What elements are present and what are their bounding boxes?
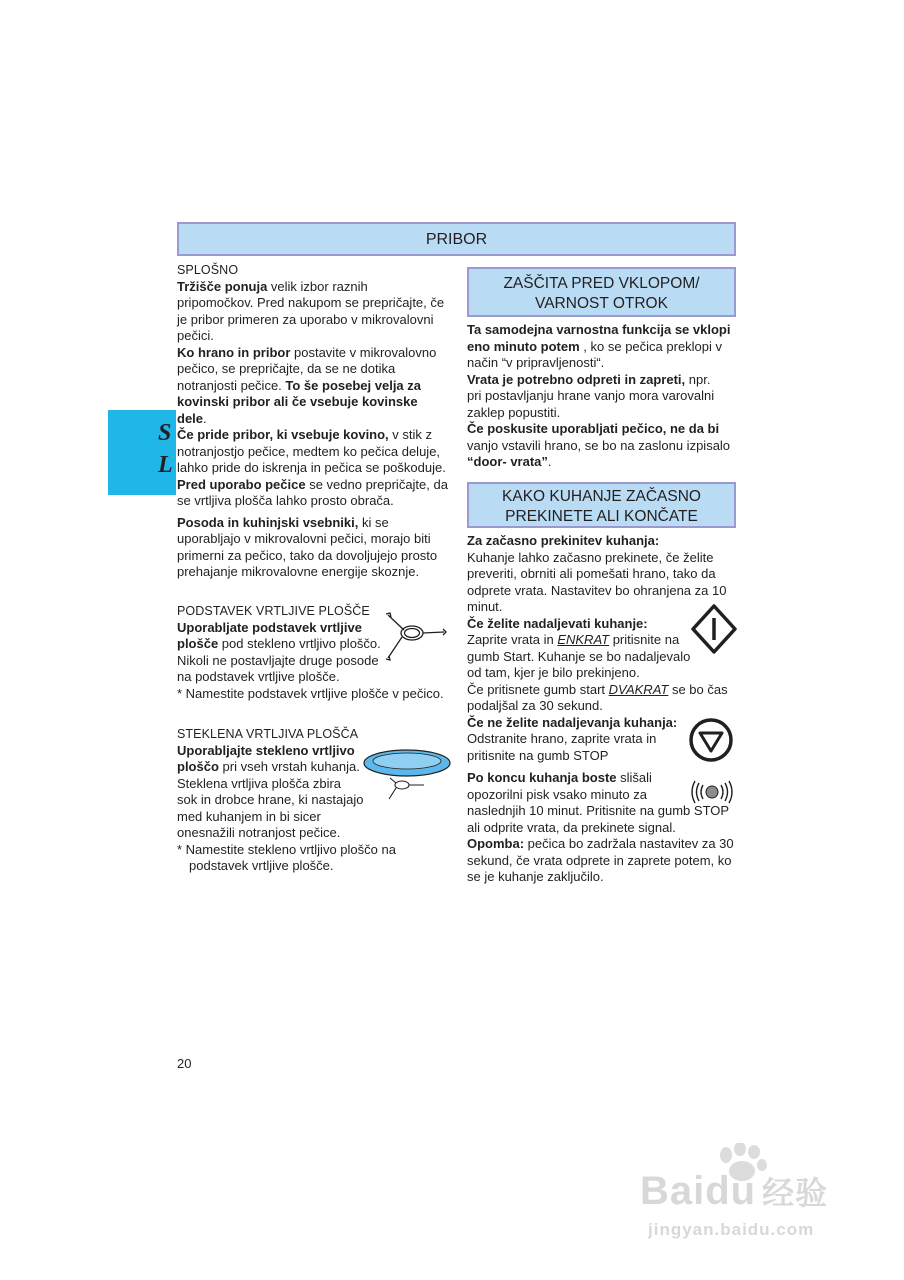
section-heading-steklena: STEKLENA VRTLJIVA PLOŠČA (177, 727, 359, 741)
section-heading-podstavek: PODSTAVEK VRTLJIVE PLOŠČE (177, 604, 370, 618)
tab-letter-l: L (158, 452, 173, 478)
page-title: PRIBOR (425, 231, 488, 248)
interrupt-cooking-banner: KAKO KUHANJE ZAČASNO PREKINETE ALI KONČATE (467, 482, 736, 528)
start-button-icon (690, 603, 738, 655)
glass-tray-icon (362, 745, 452, 807)
roller-rest-icon (382, 610, 448, 670)
page-number: 20 (177, 1056, 192, 1071)
child-lock-banner: ZAŠČITA PRED VKLOPOM/ VARNOST OTROK (467, 267, 736, 317)
tab-letter-s: S (158, 420, 172, 446)
watermark-url: jingyan.baidu.com (648, 1220, 815, 1239)
watermark-brand: Baidu 经验 (640, 1169, 829, 1213)
stop-button-icon (688, 717, 734, 763)
language-tab (108, 410, 176, 495)
right-column-child-lock: Ta samodejna varnostna funkcija se vklopi eno minuto potem , ko se pečica preklopi v način “v pripravljenosti“. Vrata je potrebno odpreti in zapreti, npr. pri postavljanju hrane vanjo mora varovalni zaklep popustiti. Če poskusite uporabljati pečico, ne da bi vanjo vstavili hrano, se bo na zaslonu izpisalo “door- vrata”. (467, 322, 731, 469)
beep-signal-icon (688, 779, 736, 805)
title-banner (177, 222, 736, 256)
left-column-glass-tray: STEKLENA VRTLJIVA PLOŠČA Uporabljajte stekleno vrtljivo ploščo pri vseh vrstah kuhanja. Steklena vrtljiva plošča zbira sok in drobce hrane, ki nastajajo med kuhanjem in bi sicer onesnažili notranjost pečice. * Namestite stekleno vrtljivo ploščo na podstavek vrtljive plošče. (177, 726, 462, 875)
left-column-general: SPLOŠNO Tržišče ponuja velik izbor raznih pripomočkov. Pred nakupom se prepričajte, če je pribor primeren za uporabo v mikrovalovni pečici. Ko hrano in pribor postavite v mikrovalovno pečico, se prepričajte, da se ne dotika notranjosti pečice. To še posebej velja za kovinski pribor ali če vsebuje kovinske dele. Če pride pribor, ki vsebuje kovino, v stik z notranjostjo pečice, medtem ko pečica deluje, lahko pride do iskrenja in pečica se poškoduje. Pred uporabo pečice se vedno prepričajte, da se vrtljiva plošča lahko prosto obrača. Posoda in kuhinjski vsebniki, ki se uporabljajo v mikrovalovni pečici, morajo biti primerni za pečico, tako da dovoljujejo prosto prehajanje mikrovalovne energije skoznje. (177, 262, 457, 581)
section-heading-splosno: SPLOŠNO (177, 263, 239, 277)
right-column-interrupt: Za začasno prekinitev kuhanja: Kuhanje lahko začasno prekinete, če želite preveriti, obrniti ali pomešati hrano, tako da odprete vrata. Nastavitev bo ohranjena za 10 minut. Če želite nadaljevati kuhanje: Zaprite vrata in ENKRAT pritisnite na gumb Start. Kuhanje se bo nadaljevalo od tam, kjer je bilo prekinjeno. Če pritisnete gumb start DVAKRAT se bo čas podaljšal za 30 sekund. Če ne želite nadaljevanja kuhanja: Odstranite hrano, zaprite vrata in pritisnite na gumb STOP Po koncu kuhanja boste slišali opozorilni pisk vsako minuto za naslednjih 10 minut. Pritisnite na gumb STOP ali odprite vrata, da prekinete signal. Opomba: pečica bo zadržala nastavitev za 30 sekund, če vrata odprete in zaprete potem, ko se je kuhanje zaključilo. (467, 533, 734, 884)
left-column-roller-rest: PODSTAVEK VRTLJIVE PLOŠČE Uporabljate podstavek vrtljive plošče pod stekleno vrtljivo ploščo. Nikoli ne postavljajte druge posode na podstavek vrtljive plošče. * Namestite podstavek vrtljive plošče v pečico. (177, 603, 462, 702)
